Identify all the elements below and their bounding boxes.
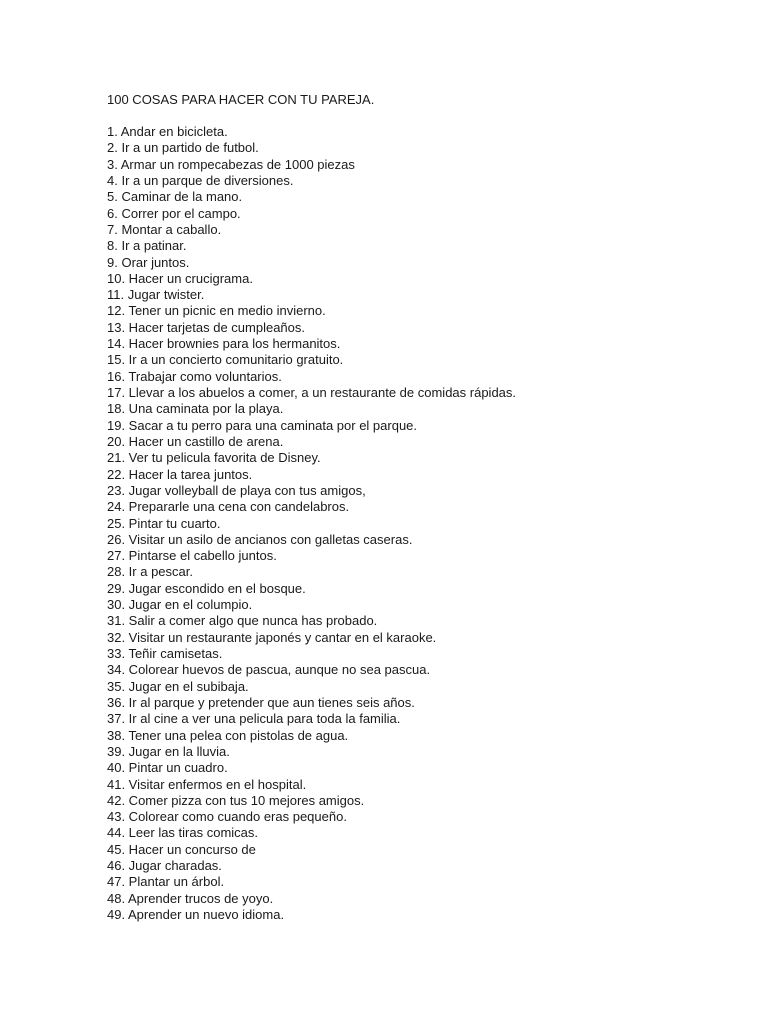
- list-item: 32. Visitar un restaurante japonés y cantar en el karaoke.: [107, 629, 437, 645]
- list-item: 26. Visitar un asilo de ancianos con galletas caseras.: [107, 531, 413, 547]
- list-item: 16. Trabajar como voluntarios.: [107, 368, 282, 384]
- list-item: 39. Jugar en la lluvia.: [107, 743, 230, 759]
- list-item: 7. Montar a caballo.: [107, 221, 222, 237]
- list-item: 6. Correr por el campo.: [107, 205, 241, 221]
- list-item: 35. Jugar en el subibaja.: [107, 678, 249, 694]
- list-item: 23. Jugar volleyball de playa con tus amigos,: [107, 482, 366, 498]
- list-item: 34. Colorear huevos de pascua, aunque no sea pascua.: [107, 662, 431, 678]
- list-item: 13. Hacer tarjetas de cumpleaños.: [107, 319, 305, 335]
- list-item: 14. Hacer brownies para los hermanitos.: [107, 336, 341, 352]
- list-item: 15. Ir a un concierto comunitario gratuito.: [107, 352, 344, 368]
- list-item: 1. Andar en bicicleta.: [107, 124, 228, 139]
- list-item: 20. Hacer un castillo de arena.: [107, 433, 284, 449]
- list-item: 22. Hacer la tarea juntos.: [107, 466, 253, 482]
- list-item: 19. Sacar a tu perro para una caminata por el parque.: [107, 417, 418, 433]
- list-item: 37. Ir al cine a ver una pelicula para toda la familia.: [107, 711, 401, 727]
- list-item: 49. Aprender un nuevo idioma.: [107, 907, 285, 922]
- list-item: 40. Pintar un cuadro.: [107, 760, 228, 776]
- list-item: 45. Hacer un concurso de: [107, 841, 256, 857]
- list-item: 31. Salir a comer algo que nunca has probado.: [107, 613, 378, 629]
- list-item: 5. Caminar de la mano.: [107, 189, 243, 205]
- list-item: 25. Pintar tu cuarto.: [107, 515, 221, 531]
- list-item: 46. Jugar charadas.: [107, 858, 222, 874]
- activity-list: [107, 124, 516, 923]
- list-item: 24. Prepararle una cena con candelabros.: [107, 499, 350, 515]
- list-item: 48. Aprender trucos de yoyo.: [107, 890, 274, 906]
- list-item: 27. Pintarse el cabello juntos.: [107, 548, 277, 564]
- list-item: 28. Ir a pescar.: [107, 564, 193, 580]
- list-item: 10. Hacer un crucigrama.: [107, 270, 253, 286]
- list-item: 17. Llevar a los abuelos a comer, a un restaurante de comidas rápidas.: [107, 385, 517, 400]
- list-item: 12. Tener un picnic en medio invierno.: [107, 303, 326, 319]
- list-item: 44. Leer las tiras comicas.: [107, 825, 259, 841]
- list-item: 47. Plantar un árbol.: [107, 874, 225, 890]
- list-item: 30. Jugar en el columpio.: [107, 597, 253, 613]
- list-item: 3. Armar un rompecabezas de 1000 piezas: [107, 156, 355, 172]
- list-item: 21. Ver tu pelicula favorita de Disney.: [107, 450, 321, 466]
- list-item: 9. Orar juntos.: [107, 254, 190, 270]
- list-item: 29. Jugar escondido en el bosque.: [107, 580, 306, 596]
- list-item: 42. Comer pizza con tus 10 mejores amigos.: [107, 792, 365, 808]
- list-item: 4. Ir a un parque de diversiones.: [107, 172, 294, 188]
- list-item: 38. Tener una pelea con pistolas de agua.: [107, 727, 349, 743]
- list-item: 8. Ir a patinar.: [107, 238, 187, 254]
- list-item: 41. Visitar enfermos en el hospital.: [107, 776, 307, 792]
- list-item: 33. Teñir camisetas.: [107, 646, 223, 661]
- list-item: 18. Una caminata por la playa.: [107, 401, 284, 417]
- document-title: 100 COSAS PARA HACER CON TU PAREJA.: [107, 92, 375, 107]
- list-item: 43. Colorear como cuando eras pequeño.: [107, 809, 347, 825]
- list-item: 11. Jugar twister.: [107, 287, 205, 303]
- list-item: 2. Ir a un partido de futbol.: [107, 140, 259, 156]
- list-item: 36. Ir al parque y pretender que aun tienes seis años.: [107, 694, 415, 710]
